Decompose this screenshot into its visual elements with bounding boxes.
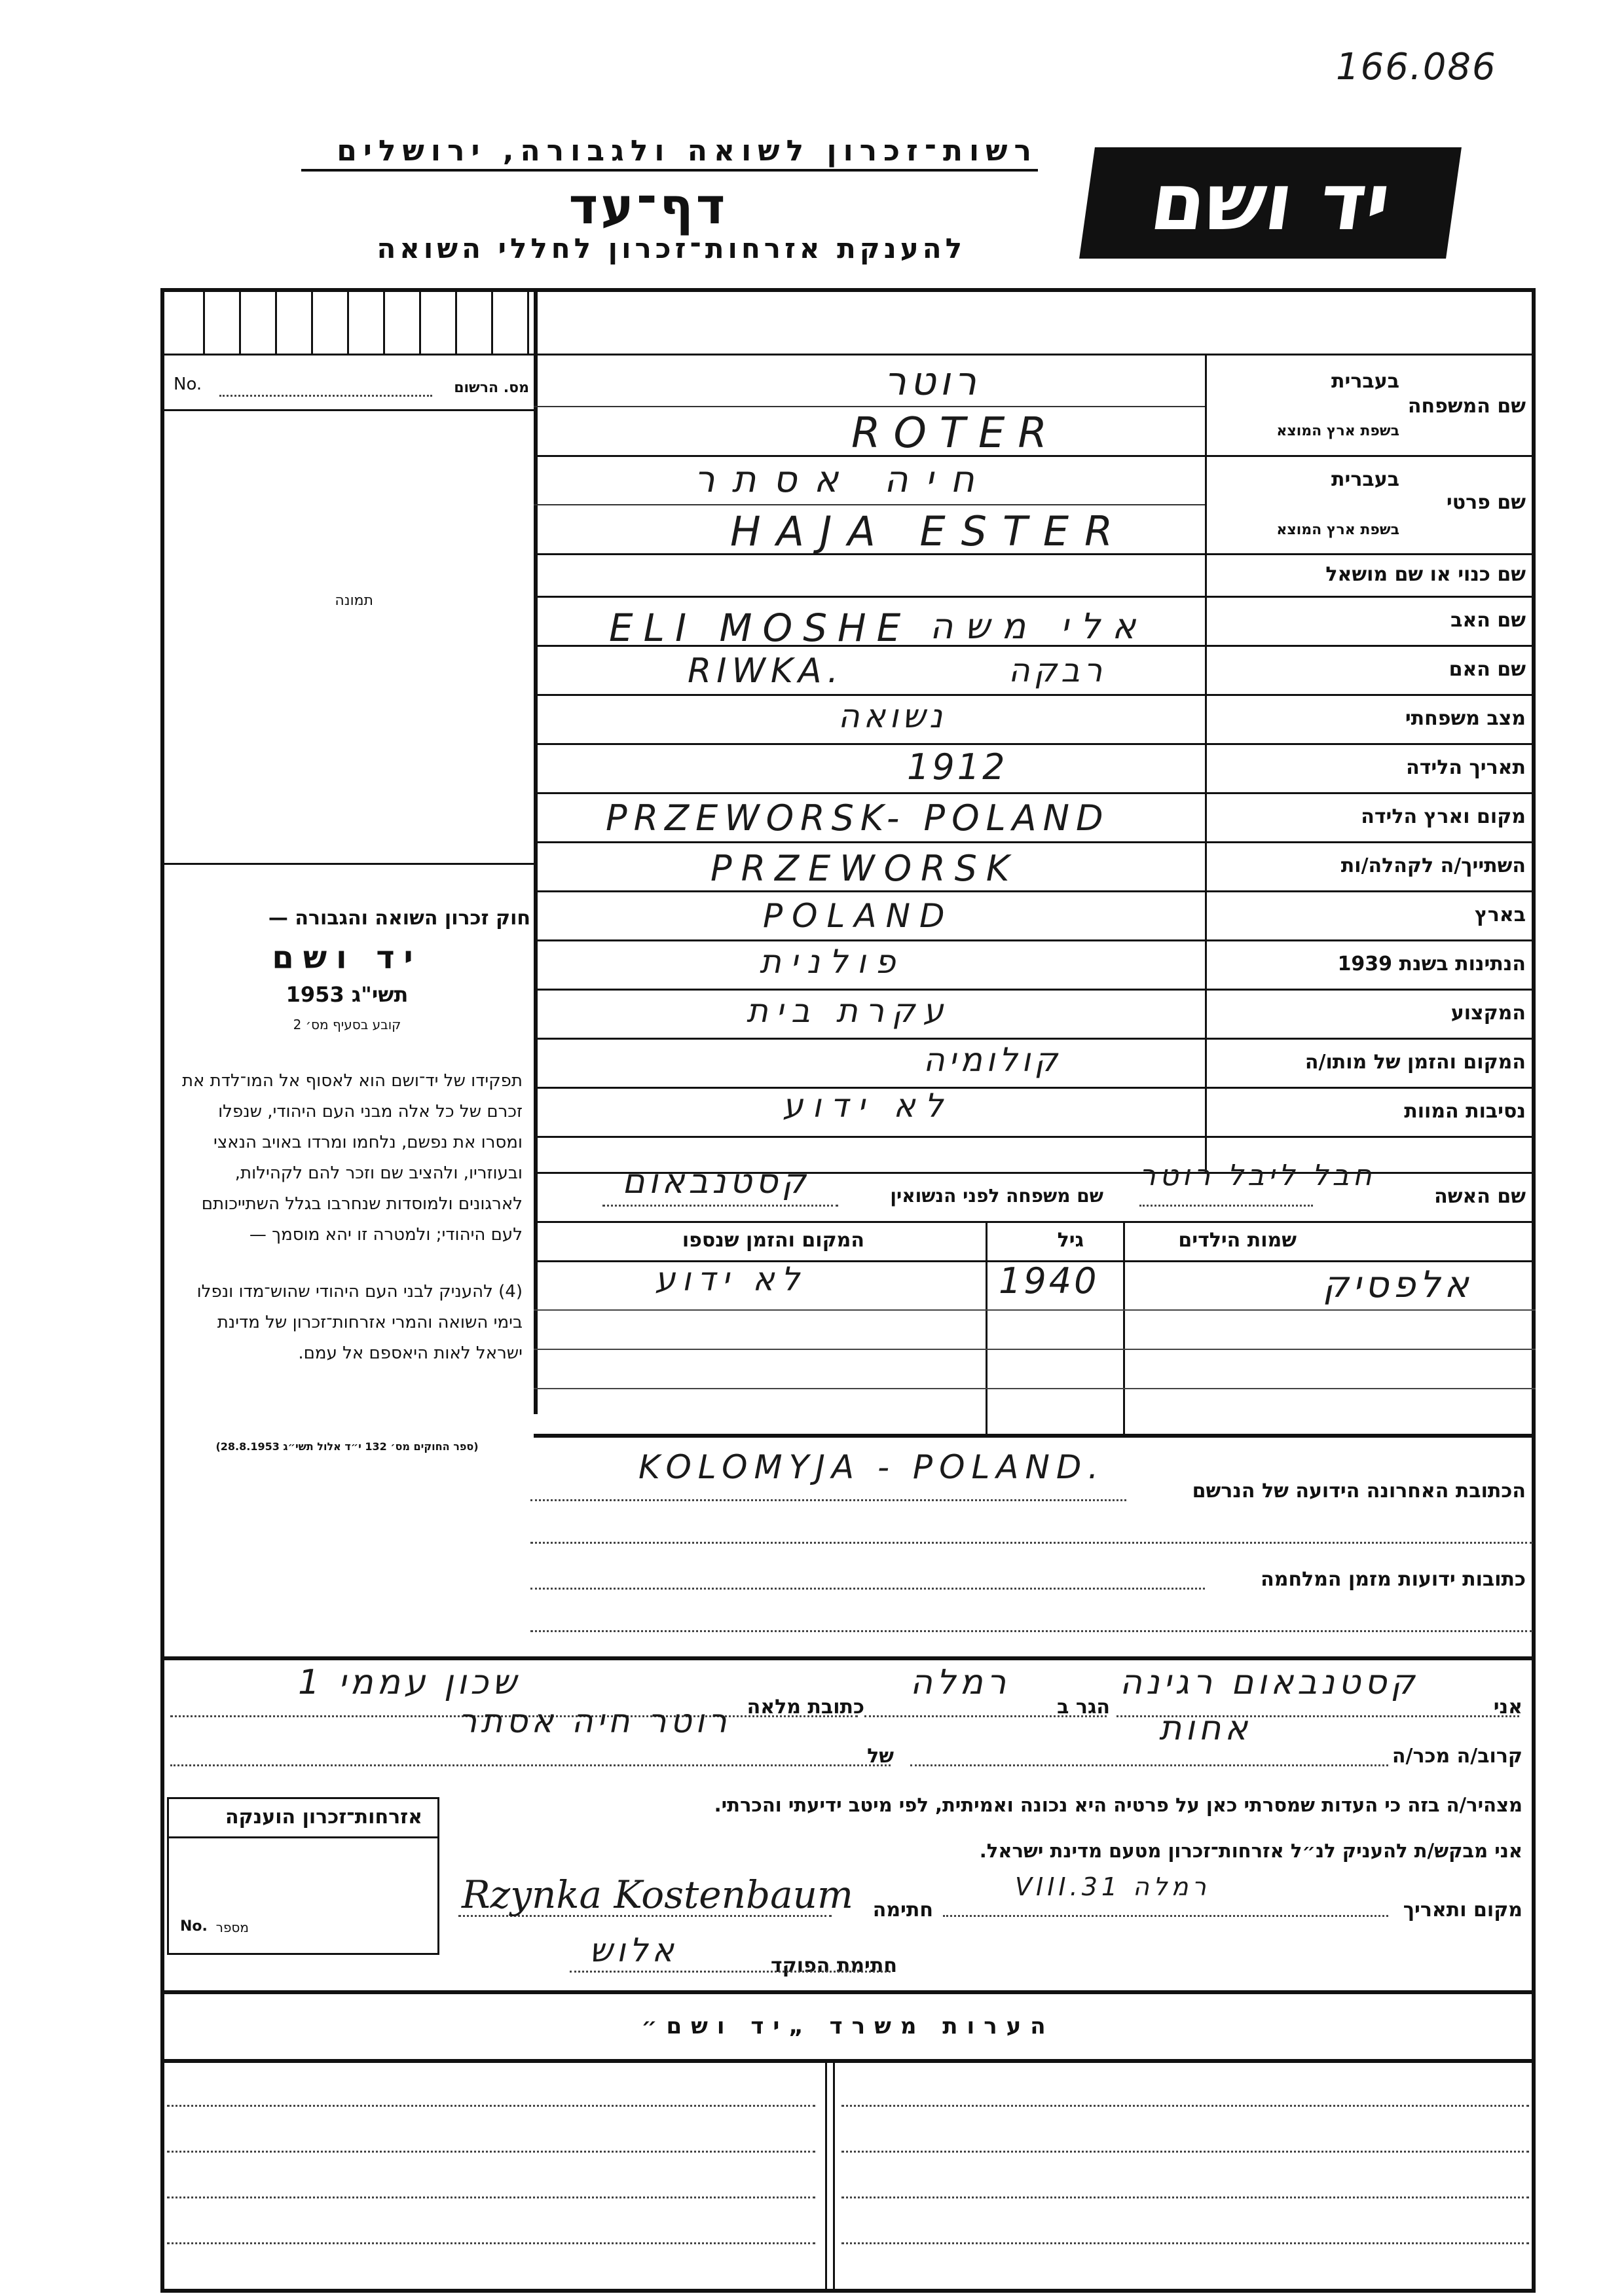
place-date-label: מקום ותאריך xyxy=(1403,1899,1522,1922)
law-name: יד ושם xyxy=(272,939,422,976)
marital-value: נשואה xyxy=(838,697,947,735)
maiden-label: שם משפחה לפני הנשואין xyxy=(890,1185,1103,1207)
nickname-label: שם כנוי או שם מושאל xyxy=(1325,563,1526,586)
father-label: שם האב xyxy=(1450,609,1526,632)
first-name-label: שם פרטי xyxy=(1446,491,1526,514)
law-title: חוק זכרון השואה והגבורה — xyxy=(268,907,530,930)
authority-underline xyxy=(301,169,1038,172)
statement-2: אני מבקש/ת להעניק לנ״ל אזרחות־זכרון מטעם מדינת ישראל. xyxy=(979,1840,1522,1862)
resides-label: הגר ב xyxy=(1057,1696,1110,1719)
citizenship-title: אזרחות־זכרון הוענקה xyxy=(225,1806,422,1829)
signature-value: Rzynka Kostenbaum xyxy=(462,1872,854,1917)
registry-label: מס. הרשום xyxy=(454,380,529,396)
family-name-hebrew-value: רוטר xyxy=(884,359,980,405)
of-label: של xyxy=(867,1745,894,1768)
family-name-latin-value: ROTER xyxy=(851,409,1060,458)
first-name-hebrew-value: חיה אסתר xyxy=(694,458,991,501)
spouse-value: חבל ליבל רוטר xyxy=(1139,1159,1376,1192)
officer-label: חתימת הפוקד xyxy=(771,1954,897,1977)
registry-no: No. xyxy=(174,374,202,394)
citizenship-number-label: מספר xyxy=(215,1920,249,1935)
first-name-latin-value: HAJA ESTER xyxy=(730,507,1129,555)
death-place-value: קולומיה xyxy=(923,1041,1061,1079)
statement-1: מצהיר/ה בזה כי העדות שמסרתי כאן על פרטיה היא נכונה ואמיתית, לפי מיטב ידיעתי והכרתי. xyxy=(714,1794,1522,1816)
citizenship-no-label: No. xyxy=(180,1918,208,1935)
resides-value: רמלה xyxy=(910,1663,1010,1702)
death-place-label: המקום והזמן של מותו/ה xyxy=(1304,1051,1526,1074)
form-subtitle: להענקת אזרחות־זכרון לחללי השואה xyxy=(377,232,966,264)
family-name-label: שם המשפחה xyxy=(1407,395,1526,418)
birth-date-value: 1912 xyxy=(907,746,1008,788)
community-label: השתייך/ה לקהלה/ות xyxy=(1340,854,1526,877)
logo-text: יד ושם xyxy=(1145,157,1396,248)
address-value: שכון עממי 1 xyxy=(298,1663,521,1702)
of-value: רוטר חיה אסתר xyxy=(458,1702,731,1740)
child-1-age: 1940 xyxy=(999,1260,1099,1302)
declarant-value: קסטנבאום רגינה xyxy=(1120,1663,1419,1702)
signature-label: חתימה xyxy=(872,1899,933,1922)
birth-place-value: PRZEWORSK- POLAND xyxy=(606,797,1110,839)
declarant-label: אני xyxy=(1493,1696,1522,1719)
spouse-label: שם האשה xyxy=(1434,1185,1526,1208)
officer-signature: אלוש xyxy=(589,1931,678,1969)
last-address-value: KOLOMYJA - POLAND. xyxy=(638,1448,1105,1486)
in-hebrew-label-1: בעברית xyxy=(1331,370,1399,393)
relative-label: קרוב/ה מכר/ה xyxy=(1392,1745,1522,1768)
form-title: דף־עד xyxy=(568,177,728,235)
law-year: תשי"ג 1953 xyxy=(286,982,409,1007)
in-hebrew-label-2: בעברית xyxy=(1331,468,1399,491)
children-col-names: שמות הילדים xyxy=(1178,1229,1297,1252)
relative-value: אחות xyxy=(1159,1709,1252,1748)
child-1-place: לא ידוע xyxy=(655,1260,807,1298)
wartime-address-label: כתובות ידועות מזמן המלחמה xyxy=(1261,1568,1526,1591)
law-paragraph-2: (4) להעניק לבני העם היהודי שהוש־מדו ונפלו בימי השואה והמרי אזרחות־זכרון של מדינת ישראל לאות היאספם אל עמם. xyxy=(196,1282,523,1363)
law-reference: (ספר החוקים מס׳ 132 י״ד אלול תשי״ג 28.8.1953) xyxy=(215,1440,479,1453)
archive-number: 166.086 xyxy=(1336,46,1497,88)
office-notes-title: הערות משרד „יד ושם״ xyxy=(641,2013,1055,2039)
photo-label: תמונה xyxy=(335,592,373,609)
child-1-name: אלפסיק xyxy=(1323,1264,1473,1306)
maiden-value: קסטנבאום xyxy=(622,1162,810,1201)
address-label: כתובת מלאה xyxy=(747,1696,864,1719)
community-value: PRZEWORSK xyxy=(710,848,1019,889)
birth-date-label: תאריך הלידה xyxy=(1406,756,1526,779)
birth-place-label: מקום וארץ הלידה xyxy=(1361,805,1526,828)
mother-label: שם האם xyxy=(1449,658,1526,681)
children-col-place: המקום והזמן שנספו xyxy=(682,1229,864,1252)
mother-latin-value: RIWKA. xyxy=(688,651,844,691)
authority-title: רשות־זכרון לשואה ולגבורה, ירושלים xyxy=(337,134,1038,168)
yad-vashem-logo xyxy=(1079,147,1462,259)
law-clause: קובע בסעיף מס׳ 2 xyxy=(293,1017,401,1032)
profession-label: המקצוע xyxy=(1450,1002,1526,1025)
marital-label: מצב משפחתי xyxy=(1405,707,1526,730)
last-address-label: הכתובת האחרונה הידועה של הנרשם xyxy=(1192,1480,1526,1503)
country-value: POLAND xyxy=(763,897,954,935)
place-date-value: רמלה 31.VIII xyxy=(1015,1872,1210,1901)
death-circ-value: לא ידוע xyxy=(783,1087,953,1125)
mother-hebrew-value: רבקה xyxy=(1008,651,1107,689)
origin-lang-label-2: בשפת ארץ המוצא xyxy=(1276,522,1399,538)
country-label: בארץ xyxy=(1474,903,1526,926)
nationality-label: הנתינות בשנת 1939 xyxy=(1337,953,1526,975)
father-hebrew-value: אלי משה xyxy=(930,606,1148,647)
father-latin-value: ELI MOSHE xyxy=(609,606,912,650)
origin-lang-label-1: בשפת ארץ המוצא xyxy=(1276,423,1399,439)
profession-value: עקרת בית xyxy=(747,992,951,1030)
death-circ-label: נסיבות המוות xyxy=(1404,1100,1526,1123)
children-col-age: גיל xyxy=(1057,1229,1084,1252)
law-paragraph-1: תפקידו של יד־ושם הוא לאסוף אל המו־לדת את זכרם של כל אלה מבני העם היהודי, שנפלו ומסרו את נפשם, נלחמו ומרדו באויב הנאצי ובעוזריו, ולהציב שם וזכר להם לקהילות, לארגונים ולמוסדות שנחרבו בגלל השתייכותם לעם היהודי; ולמטרה זו יהא מוסמך — xyxy=(181,1071,523,1245)
nationality-value: פולנית xyxy=(760,943,905,981)
